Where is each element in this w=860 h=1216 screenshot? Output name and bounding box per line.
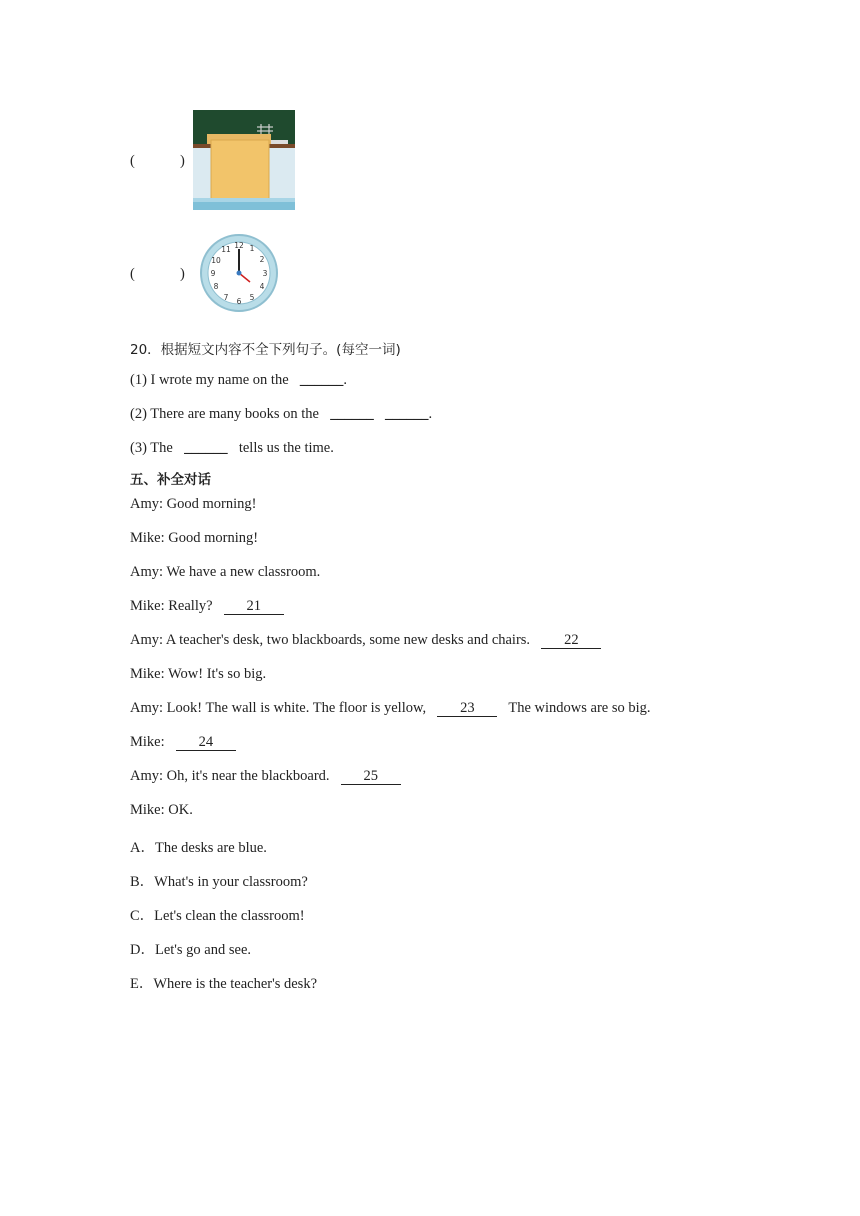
option-text: Where is the teacher's desk?	[153, 976, 318, 992]
sentence-3-text-a: (3) The	[130, 440, 173, 456]
dialogue-line-blank-21	[130, 598, 284, 615]
svg-text:5: 5	[249, 293, 255, 302]
option-letter: B．	[130, 874, 155, 890]
sentence-1-end: .	[343, 372, 348, 388]
dialogue-line: Mike: Wow! It's so big.	[130, 666, 267, 682]
answer-paren-open-1: (	[130, 153, 135, 169]
dialogue-text: Mike: Really?	[130, 598, 213, 614]
dialogue-text: Amy: A teacher's desk, two blackboards, some new desks and chairs.	[130, 632, 531, 648]
option-a	[130, 836, 267, 857]
option-e	[130, 972, 317, 993]
answer-blank-23[interactable]: 23	[437, 701, 497, 717]
option-text: What's in your classroom?	[154, 874, 308, 890]
sentence-2-blank-2[interactable]: ______	[384, 406, 429, 422]
question-20-sentence-1	[130, 372, 347, 389]
option-letter: E．	[130, 976, 154, 992]
option-letter: D．	[130, 942, 155, 958]
dialogue-line: Amy: We have a new classroom.	[130, 564, 321, 580]
clock-image	[199, 233, 279, 313]
answer-paren-close-2: )	[180, 266, 185, 282]
option-letter: C．	[130, 908, 155, 924]
answer-blank-24[interactable]: 24	[176, 735, 236, 751]
dialogue-text: Amy: Look! The wall is white. The floor is yellow,	[130, 700, 427, 716]
svg-text:11: 11	[221, 245, 231, 254]
sentence-2-blank-1[interactable]: ______	[330, 406, 374, 422]
option-c	[130, 904, 305, 925]
dialogue-line-blank-22	[130, 632, 601, 649]
option-text: The desks are blue.	[154, 840, 267, 856]
answer-blank-25[interactable]: 25	[341, 769, 401, 785]
answer-paren-close-1: )	[180, 153, 185, 169]
teacher-desk-image	[193, 110, 295, 210]
sentence-1-blank[interactable]: ______	[299, 372, 344, 388]
answer-blank-21[interactable]: 21	[224, 599, 284, 615]
sentence-3-text-b: tells us the time.	[238, 440, 334, 456]
dialogue-text-after: The windows are so big.	[508, 700, 651, 716]
option-d	[130, 938, 251, 959]
sentence-1-text: (1) I wrote my name on the	[130, 372, 289, 388]
answer-blank-22[interactable]: 22	[541, 633, 601, 649]
dialogue-line-blank-24	[130, 734, 236, 751]
svg-text:8: 8	[213, 282, 219, 291]
option-text: Let's clean the classroom!	[154, 908, 305, 924]
question-20-sentence-2	[130, 406, 432, 423]
section-5-heading: 五、补全对话	[130, 472, 211, 488]
svg-text:4: 4	[259, 282, 265, 291]
sentence-2-end: .	[428, 406, 433, 422]
question-20-title: 20．根据短文内容不全下列句子。(每空一词)	[130, 342, 401, 358]
option-b	[130, 870, 308, 891]
svg-text:1: 1	[249, 244, 255, 253]
sentence-2-text: (2) There are many books on the	[130, 406, 319, 422]
dialogue-line: Mike: Good morning!	[130, 530, 259, 546]
option-letter: A．	[130, 840, 155, 856]
svg-text:7: 7	[223, 293, 229, 302]
svg-text:12: 12	[234, 241, 244, 250]
answer-paren-open-2: (	[130, 266, 135, 282]
question-20-sentence-3	[130, 440, 334, 457]
dialogue-line: Mike: OK.	[130, 802, 193, 818]
dialogue-line-blank-23	[130, 700, 651, 717]
svg-text:10: 10	[211, 256, 221, 265]
svg-text:3: 3	[262, 269, 268, 278]
svg-text:6: 6	[236, 297, 242, 306]
dialogue-line: Amy: Good morning!	[130, 496, 257, 512]
dialogue-text: Amy: Oh, it's near the blackboard.	[130, 768, 330, 784]
svg-text:9: 9	[210, 269, 216, 278]
dialogue-line-blank-25	[130, 768, 401, 785]
dialogue-text: Mike:	[130, 734, 165, 750]
option-text: Let's go and see.	[154, 942, 252, 958]
sentence-3-blank[interactable]: ______	[184, 440, 228, 456]
svg-text:2: 2	[259, 255, 265, 264]
